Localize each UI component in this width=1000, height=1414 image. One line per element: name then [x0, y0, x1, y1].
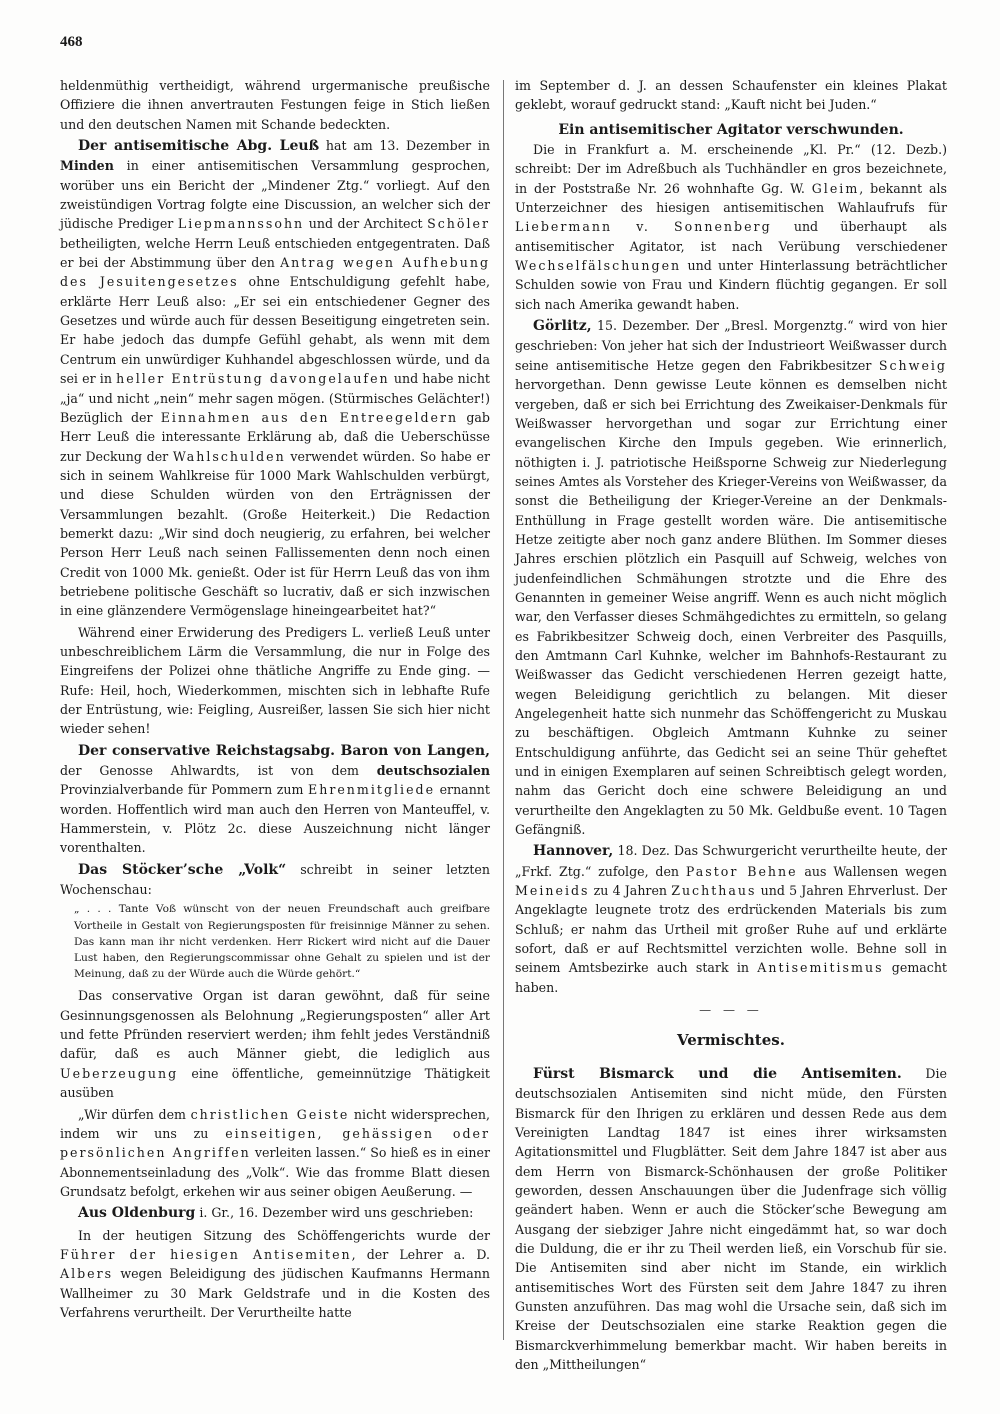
article-heading: Aus Oldenburg: [78, 1205, 196, 1222]
article-bismarck: Fürst Bismarck und die Antisemiten. Die deutschsozialen Antisemiten sind nicht müde, den Fürsten Bismarck für den Ihrigen zu erklären und dessen Rede aus dem Vereinigten Landtag 1847 ist eines ihrer wirksamsten Agitationsmittel und Flugblätter. Seit dem Jahre 1847 ist aber aus dem Herrn von Bismarck-Schönhausen der große Politiker geworden, dessen Anschauungen über die Judenfrage sich völlig geändert haben. Wenn er auch die Stöcker’sche Bewegung am Ausgang der siebziger Jahre nicht eingedämmt hat, so war doch die Duldung, die er ihr zu Theil werden ließ, ein Vorschub für sie. Die Antisemiten sind aber nicht im Stande, ein wirklich antisemitisches Wort des Fürsten seit dem Jahre 1847 zu ihren Gunsten anzuführen. Das mag wohl die Ursache sein, daß sich im Kreise der Deutschsozialen eine starke Reaktion gegen die Bismarckverhimmelung bemerkbar macht. Wir haben bereits in den „Mittheilungen“: [515, 1065, 947, 1372]
article-heading: Das Stöcker’sche „Volk“: [78, 861, 287, 878]
article-gleim: Die in Frankfurt a. M. erscheinende „Kl. Pr.“ (12. Dezb.) schreibt: Der im Adreßbuch als Tuchhändler en gros bezeichnete, in der Poststraße Nr. 26 wohnhafte Gg. W. Gleim, bekannt als Unterzeichner des hiesigen antisemitischen Wahlaufrufs für Liebermann v. Sonnenberg und überhaupt als antisemitischer Agitator, ist nach Verübung verschiedener Wechselfälschungen und unter Hinterlassung beträchtlicher Schulden sowie von Frau und Kindern flüchtig gegangen. Er soll sich nach Amerika gewandt haben.: [515, 142, 947, 312]
paragraph: Das conservative Organ ist daran gewöhnt, daß für seine Gesinnungsgenossen als Belohnung „Regierungsposten“ aller Art und fette Pfründen reserviert werden; ihm fehlt jedes Verständniß dafür, daß es auch Männer giebt, die lediglich aus Ueberzeugung eine öffentliche, gemeinnützige Thätigkeit ausüben: [60, 988, 490, 1101]
paragraph: In der heutigen Sitzung des Schöffengerichts wurde der Führer der hiesigen Antisemiten, der Lehrer a. D. Albers wegen Beleidigung des jüdischen Kaufmanns Hermann Wallheimer zu 30 Mark Geldstrafe und in die Kosten des Verfahrens verurtheilt. Der Verurtheilte hatte: [60, 1227, 491, 1320]
article-leuss: Der antisemitische Abg. Leuß hat am 13. Dezember in Minden in einer antisemitischen Versammlung gesprochen, worüber uns ein Bericht der „Mindener Ztg.“ vorliegt. Auf den zweistündigen Vortrag folgte eine Discussion, an welcher sich der jüdische Prediger Liepmannssohn und der Architect Schöler betheiligten, welche Herrn Leuß entschieden entgegentraten. Daß er bei der Abstimmung über den Antrag wegen Aufhebung des Jesuitengesetzes ohne Entschuldigung gefehlt habe, erklärte Herr Leuß also: „Er sei ein entschiedener Gegner des Gesetzes und würde auch für dessen Beseitigung eingetreten sein. Er habe jedoch das dumpfe Gefühl gehabt, als wenn mit dem Centrum ein unwürdiger Kuhhandel abgeschlossen würde, und da sei er in heller Entrüstung davongelaufen und habe nicht „ja“ und nicht „nein“ mehr sagen mögen. (Stürmisches Gelächter!) Bezüglich der Einnahmen aus den Entreegeldern gab Herr Leuß die interessante Erklärung ab, daß die Ueberschüsse zur Deckung der Wahlschulden verwendet würden. So habe er sich in seinem Wahlkreise für 1000 Mark Wahlschulden verbürgt, und diese Schulden würden von den Erträgnissen der Versammlungen bezahlt. (Große Heiterkeit.) Die Redaction bemerkt dazu: „Wir sind doch neugierig, zu erfahren, bei welcher Person Herr Leuß nach seinen Fallissementen denn noch einen Credit von 1000 Mk. genießt. Oder ist für Herrn Leuß das von ihm betriebene politische Geschäft so lucrativ, daß er sich inzwischen in eine glänzendere Vermögenslage hineingearbeitet hat?“: [60, 138, 491, 619]
section-title: Vermischtes.: [677, 1030, 785, 1049]
paragraph: Während einer Erwiderung des Predigers L. verließ Leuß unter unbeschreiblichem Lärm die Versammlung, die nur in Folge des Eingreifens der Polizei ohne thätliche Angriffe zu Ende ging. — Rufe: Heil, hoch, Wiederkommen, mischten sich in lebhafte Rufe der Entrüstung, wie: Feigling, Ausreißer, lassen Sie sich hier nicht wieder sehen!: [60, 624, 490, 737]
paragraph: im September d. J. an dessen Schaufenster ein kleines Plakat geklebt, worauf gedruckt stand: „Kauft nicht bei Juden.“: [515, 78, 947, 113]
right-column: [515, 76, 947, 1376]
article-volk: Das Stöcker’sche „Volk“ schreibt in seiner letzten Wochenschau:: [60, 861, 490, 898]
article-heading: Hannover,: [533, 843, 614, 860]
article-heading: Ein antisemitischer Agitator verschwunden.: [558, 121, 904, 138]
article-heading: Der antisemitische Abg. Leuß: [78, 138, 320, 155]
article-langen: Der conservative Reichstagsabg. Baron von Langen, der Genosse Ahlwardts, ist von dem deutschsozialen Provinzialverbande für Pommern zum Ehrenmitgliede ernannt worden. Hoffentlich wird man auch den Herren von Manteuffel, v. Hammerstein, v. Plötz 2c. diese Auszeichnung nicht länger vorenthalten.: [60, 742, 490, 856]
article-oldenburg: Aus Oldenburg i. Gr., 16. Dezember wird uns geschrieben:: [78, 1205, 474, 1222]
article-goerlitz: Görlitz, 15. Dezember. Der „Bresl. Morgenztg.“ wird von hier geschrieben: Von jeher hat sich der Industrieort Weißwasser durch seine antisemitische Hetze gegen den Fabrikbesitzer Schweig hervorgethan. Denn gewisse Leute können es demselben nicht vergeben, daß er sich bei Errichtung des Zweikaiser-Denkmals für Weißwasser hervorgethan und sogar zur Errichtung einer evangelischen Kirche den Impuls gegeben. Wie erinnerlich, nöthigten i. J. patriotische Heißsporne Schweig zur Niederlegung seines Amtes als Vorsteher des Krieger-Vereins von Weißwasser, da sonst die Betheiligung der Krieger-Vereine an der Denkmals-Enthüllung in Frage gestellt worden wäre. Die antisemitische Hetze zeitigte aber noch ganz andere Blüthen. Im Sommer dieses Jahres erschien plötzlich ein Pasquill auf Schweig, welches von judenfeindlichen Schmähungen strotzte und die Ehre des Genannten in gemeiner Weise angriff. Wenn es auch nicht möglich war, den Verfasser dieses Schmähgedichtes zu ermitteln, so gelang es Fabrikbesitzer Schweig doch, einen Verbreiter des Pasquills, den Amtmann Carl Kuhnke, welcher im Bahnhofs-Restaurant zu Weißwasser das Gedicht verschiedenen Herren gezeigt hatte, wegen Beleidigung gerichtlich zu belangen. Mit dieser Angelegenheit hatte sich nunmehr das Schöffengericht zu Muskau zu beschäftigen. Obgleich Amtmann Kuhnke zu seiner Entschuldigung anführte, das Gedicht sei an seine Thür geheftet und in einigen Exemplaren auf seinen Schreibtisch gelegt worden, nahm das Gericht doch eine schwere Beleidigung an und verurtheilte den Angeklagten zu 50 Mk. Geldbuße event. 10 Tagen Gefängniß.: [515, 318, 947, 838]
quote-block: „ . . . Tante Voß wünscht von der neuen Freundschaft auch greifbare Vortheile in Gestalt von Regierungsposten für freisinnige Männer zu sehen. Das kann man ihr nicht verdenken. Herr Rickert wird nicht auf die Dauer Lust haben, den Regierungscommissar ohne Gehalt zu spielen und ist der Meinung, daß zu der Würde auch die Würde gehört.“: [74, 903, 490, 981]
article-heading: Der conservative Reichstagsabg. Baron von Langen,: [78, 742, 490, 759]
left-column: [60, 76, 490, 1324]
paragraph: „Wir dürfen dem christlichen Geiste nicht widersprechen, indem wir uns zu einseitigen, gehässigen oder persönlichen Angriffen verleiten lassen.“ So hieß es in einer Abonnementseinladung des „Volk“. Wie das fromme Blatt diesen Grundsatz befolgt, erkehen wir aus seiner obigen Aeußerung. —: [60, 1106, 491, 1199]
page-number: 468: [60, 34, 83, 50]
article-heading: Görlitz,: [533, 318, 592, 335]
paragraph: heldenmüthig vertheidigt, während urgermanische preußische Offiziere die ihnen anvertrauten Festungen feige in Stich ließen und den deutschen Namen mit Schande bedeckten.: [60, 78, 490, 132]
article-hannover: Hannover, 18. Dez. Das Schwurgericht verurtheilte heute, der „Frkf. Ztg.“ zufolge, den Pastor Behne aus Wallensen wegen Meineids zu 4 Jahren Zuchthaus und 5 Jahren Ehrverlust. Der Angeklagte leugnete trotz des erdrückenden Materials bis zum Schluß; er nahm das Urtheil mit großer Ruhe auf und erklärte sofort, daß er auf Rechtsmittel verzichten wolle. Behne soll in seinem Amtsbezirke auch stark in Antisemitismus gemacht haben.: [515, 843, 947, 995]
separator-rule: — — —: [699, 1003, 763, 1018]
column-divider: [503, 80, 504, 1340]
article-heading: Fürst Bismarck und die Antisemiten.: [533, 1065, 902, 1082]
